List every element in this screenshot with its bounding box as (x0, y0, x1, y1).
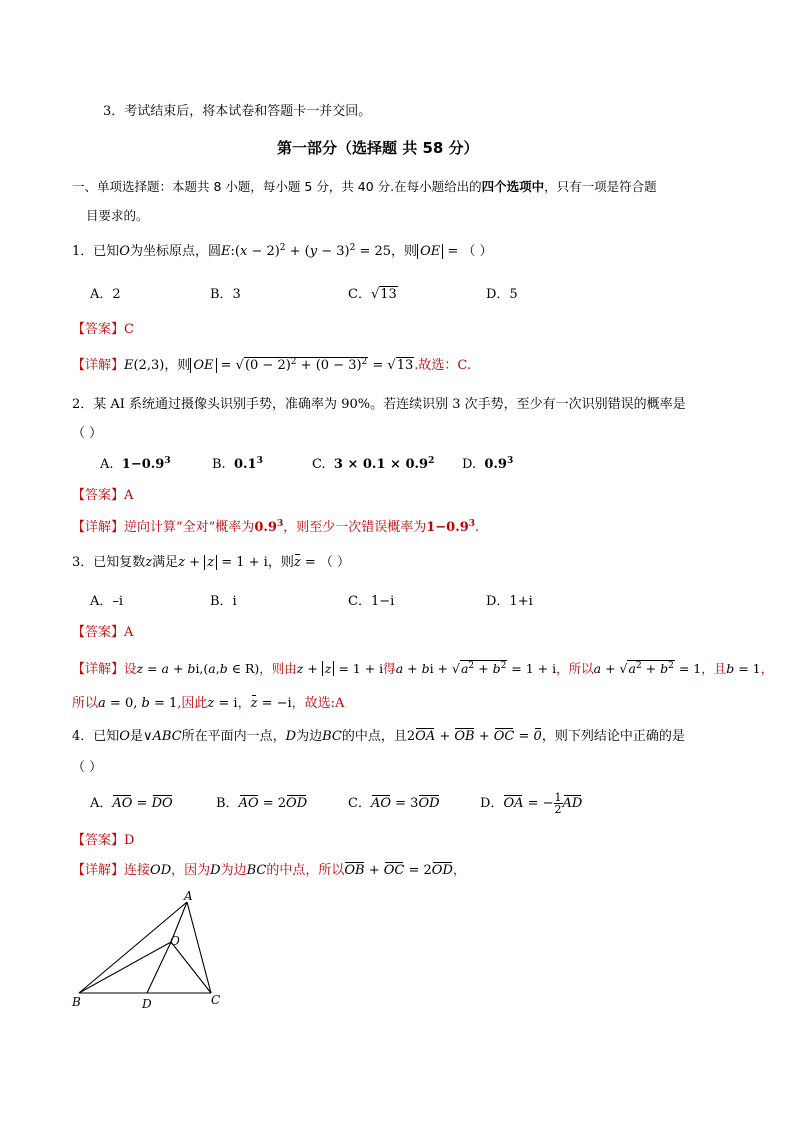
segment-od (147, 942, 171, 993)
q4-option-d: D．OA = − $\frac{1}{2}$ AD (480, 791, 583, 816)
label-d: D (142, 997, 152, 1011)
segment-co (171, 942, 211, 993)
q1-answer: 【答案】C (72, 322, 134, 337)
q1-option-c: C．√13 (348, 287, 397, 302)
section-intro-line2: 目要求的。 (86, 208, 149, 223)
q2-stem-line1: 2．某 AI 系统通过摄像头识别手势，准确率为 90%。若连续识别 3 次手势，至少有一次识别错误的概率是 (72, 397, 686, 412)
q3-detail-line2: 所以a = 0, b = 1,因此z = i，z = −i，故选:A (72, 696, 345, 711)
side-ac (187, 902, 211, 993)
q1-option-d: D．5 (486, 287, 518, 302)
q4-option-a: A．AO = DO (90, 796, 173, 811)
label-a: A (184, 890, 193, 903)
q1-detail: 【详解】E(2,3)，则 OE = $√(0 - 2)^2 + (0 - 3)^2 = √13$.故选：C. (72, 357, 472, 373)
q3-stem: 3．已知复数z满足z + z = 1 + i，则z = （ ） (72, 555, 350, 570)
notice-item-3: 3．考试结束后，将本试卷和答题卡一并交回。 (103, 104, 372, 119)
q2-answer: 【答案】A (72, 488, 134, 503)
q4-detail: 【详解】连接OD，因为D为边BC的中点，所以OB + OC = 2OD， (72, 863, 466, 878)
q3-option-c: C．1−i (348, 594, 395, 609)
q4-option-b: B．AO = 2OD (216, 796, 308, 811)
q2-option-a: A. $1-0.9^3$ (100, 456, 171, 472)
label-c: C (211, 993, 221, 1007)
q4-option-c: C．AO = 3OD (348, 796, 440, 811)
triangle-figure (70, 890, 250, 1015)
q3-option-b: B．i (210, 594, 237, 609)
label-o: O (170, 934, 180, 948)
q3-option-d: D．1+i (486, 594, 533, 609)
q2-stem-line2: （ ） (72, 426, 103, 441)
segment-bo (79, 942, 171, 993)
q3-answer: 【答案】A (72, 625, 134, 640)
q1-option-b: B．3 (210, 287, 241, 302)
q4-answer: 【答案】D (72, 833, 135, 848)
q4-stem-line1: 4．已知O是∨ABC所在平面内一点，D为边BC的中点，且2OA + OB + OC = 0，则下列结论中正确的是 (72, 729, 685, 744)
q2-option-b: B. $0.1^3$ (212, 456, 263, 472)
q1-option-a: A．2 (90, 287, 121, 302)
q1-stem: 1．已知O为坐标原点，圆E:(x − $2)^2 + (y - 3)^2 = 25$，则 OE = （ ） (72, 243, 493, 259)
q2-detail: 【详解】逆向计算“全对”概率为$0.9^3$，则至少一次错误概率为$1-0.9^3$. (72, 519, 480, 535)
q2-option-d: D. $0.9^3$ (462, 456, 514, 472)
q3-detail-line1: 【详解】设z = a + bi,(a,b ∈ R)，则由z + z = 1 + i得a + bi + $√a^2 + b^2 = 1 + i$，所以$a + √a^2 + b^2 = 1$，且b = 1， (72, 661, 774, 677)
q2-option-c: C. $3 \times 0.1 \times 0.9^2$ (312, 456, 435, 472)
section-title: 第一部分（选择题 共 58 分） (277, 139, 479, 157)
label-b: B (72, 995, 81, 1009)
q3-option-a: A．–i (90, 594, 124, 609)
q4-stem-line2: （ ） (72, 760, 103, 775)
section-intro-line1: 一、单项选择题：本题共 8 小题，每小题 5 分，共 40 分.在每小题给出的四个选项中，只有一项是符合题 (72, 179, 657, 194)
